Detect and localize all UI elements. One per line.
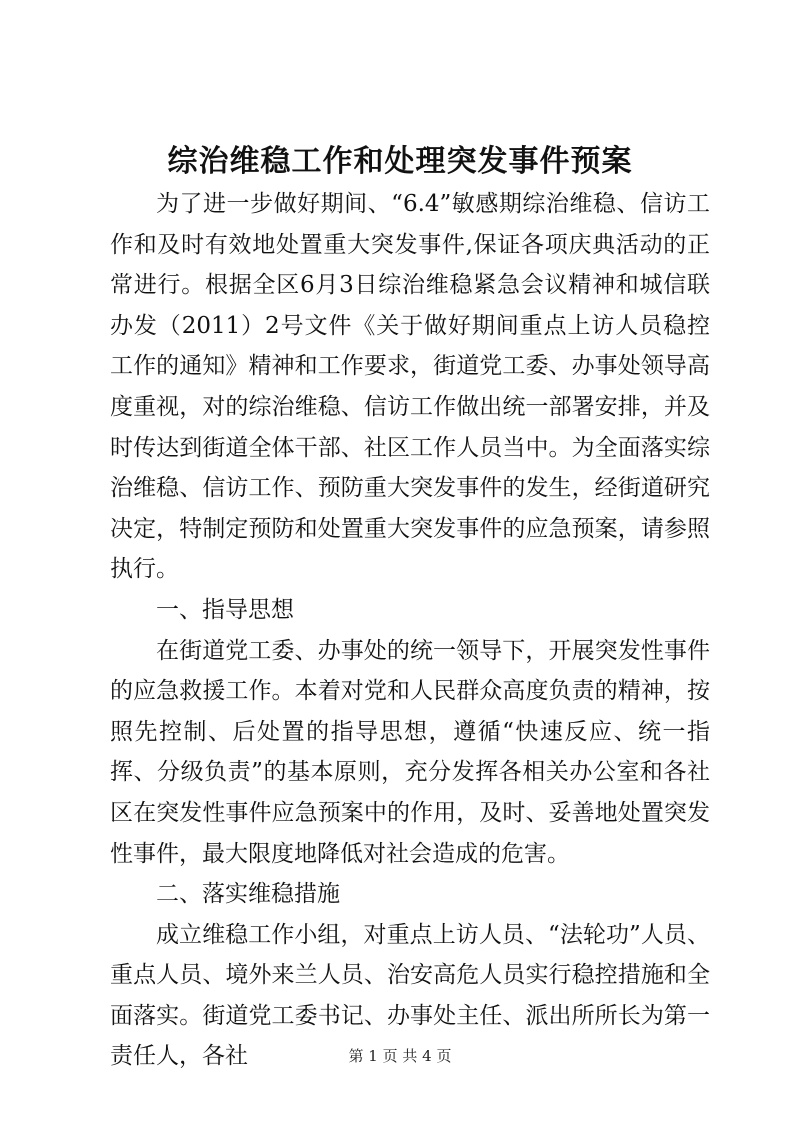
document-title: 综治维稳工作和处理突发事件预案 — [167, 144, 633, 179]
page-number-footer: 第 1 页 共 4 页 — [348, 1047, 452, 1065]
section-heading-guiding-ideology: 一、指导思想 — [156, 596, 294, 623]
section-heading-stability-measures: 二、落实维稳措施 — [156, 881, 340, 908]
document-body — [110, 184, 710, 1077]
paragraph-guiding-ideology: 在街道党工委、办事处的统一领导下，开展突发性事件的应急救援工作。本着对党和人民群众高度负责的精神，按照先控制、后处置的指导思想，遵循“快速反应、统一指挥、分级负责”的基本原则，充分发挥各相关办公室和各社区在突发性事件应急预案中的作用，及时、妥善地处置突发性事件，最大限度地降低对社会造成的危害。 — [110, 637, 710, 867]
paragraph-stability-measures: 成立维稳工作小组，对重点上访人员、“法轮功”人员、重点人员、境外来兰人员、治安高危人员实行稳控措施和全面落实。街道党工委书记、办事处主任、派出所所长为第一责任人，各社 — [110, 921, 710, 1070]
paragraph-intro: 为了进一步做好期间、“6.4”敏感期综治维稳、信访工作和及时有效地处置重大突发事件,保证各项庆典活动的正常进行。根据全区6月3日综治维稳紧急会议精神和城信联办发（2011）2号文件《关于做好期间重点上访人员稳控工作的通知》精神和工作要求，街道党工委、办事处领导高度重视，对的综治维稳、信访工作做出统一部署安排，并及时传达到街道全体干部、社区工作人员当中。为全面落实综治维稳、信访工作、预防重大突发事件的发生，经街道研究决定，特制定预防和处置重大突发事件的应急预案，请参照执行。 — [110, 191, 710, 583]
